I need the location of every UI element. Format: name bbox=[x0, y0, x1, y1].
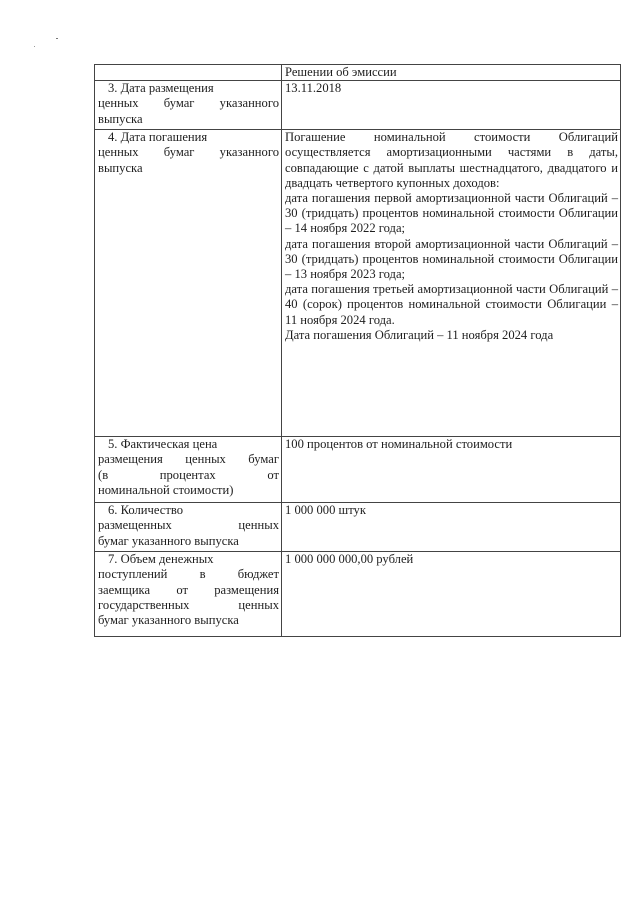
table-row-actual-price bbox=[95, 437, 621, 503]
label-line: размещенных ценных bbox=[98, 518, 279, 533]
table-row-placement-date bbox=[95, 81, 621, 130]
row-label bbox=[95, 503, 282, 552]
value-paragraph: 100 процентов от номинальной стоимости bbox=[285, 437, 513, 452]
value-paragraph: дата погашения первой амортизационной части Облигаций – 30 (тридцать) процентов номинальной стоимости Облигации – 14 ноября 2022 года; bbox=[285, 191, 618, 236]
label-line: 3. Дата размещения bbox=[108, 81, 214, 96]
table-row-proceeds-volume bbox=[95, 552, 621, 637]
value-paragraph: Погашение номинальной стоимости Облигаций осуществляется амортизационными частями в даты, совпадающие с датой выплаты шестнадцатого, двадцатого и двадцать четвертого купонных доходов: bbox=[285, 130, 618, 190]
label-line: номинальной стоимости) bbox=[98, 482, 234, 497]
label-line: заемщика от размещения bbox=[98, 582, 279, 597]
value-paragraph: 1 000 000 000,00 рублей bbox=[285, 552, 414, 567]
label-line: поступлений в бюджет bbox=[98, 567, 279, 582]
label-line: ценных бумаг указанного bbox=[98, 145, 279, 160]
value-paragraph: 13.11.2018 bbox=[285, 81, 342, 96]
value-paragraph: дата погашения второй амортизационной части Облигаций – 30 (тридцать) процентов номинальной стоимости Облигации – 13 ноября 2023 года; bbox=[285, 236, 618, 282]
header-right-cell: Решении об эмиссии bbox=[282, 65, 621, 81]
value-paragraph: 1 000 000 штук bbox=[285, 503, 366, 518]
row-value bbox=[282, 81, 621, 130]
header-left-cell bbox=[95, 65, 282, 81]
label-line: ценных бумаг указанного bbox=[98, 96, 279, 111]
row-label bbox=[95, 437, 282, 503]
label-line: выпуска bbox=[98, 160, 143, 175]
value-paragraph: Дата погашения Облигаций – 11 ноября 2024 года bbox=[285, 327, 554, 342]
label-line: (в процентах от bbox=[98, 467, 279, 482]
label-line: государственных ценных bbox=[98, 597, 279, 612]
row-value bbox=[282, 130, 621, 437]
row-label bbox=[95, 552, 282, 637]
table-row-header bbox=[95, 65, 621, 81]
row-label bbox=[95, 130, 282, 437]
row-label bbox=[95, 81, 282, 130]
table-row-redemption-date bbox=[95, 130, 621, 437]
label-line: размещения ценных бумаг bbox=[98, 452, 279, 467]
scan-speck bbox=[34, 46, 35, 47]
scan-speck bbox=[56, 38, 58, 39]
value-paragraph: дата погашения третьей амортизационной части Облигаций – 40 (сорок) процентов номинальной стоимости Облигации – 11 ноября 2024 года. bbox=[285, 282, 618, 327]
row-value bbox=[282, 503, 621, 552]
table-row-quantity bbox=[95, 503, 621, 552]
label-line: выпуска bbox=[98, 111, 143, 126]
row-value bbox=[282, 437, 621, 503]
label-line: 7. Объем денежных bbox=[108, 552, 214, 567]
label-line: 5. Фактическая цена bbox=[108, 437, 218, 452]
label-line: бумаг указанного выпуска bbox=[98, 613, 239, 628]
label-line: 4. Дата погашения bbox=[108, 130, 208, 145]
label-line: 6. Количество bbox=[108, 503, 184, 518]
bond-issue-table bbox=[94, 64, 621, 637]
row-value bbox=[282, 552, 621, 637]
label-line: бумаг указанного выпуска bbox=[98, 533, 239, 548]
